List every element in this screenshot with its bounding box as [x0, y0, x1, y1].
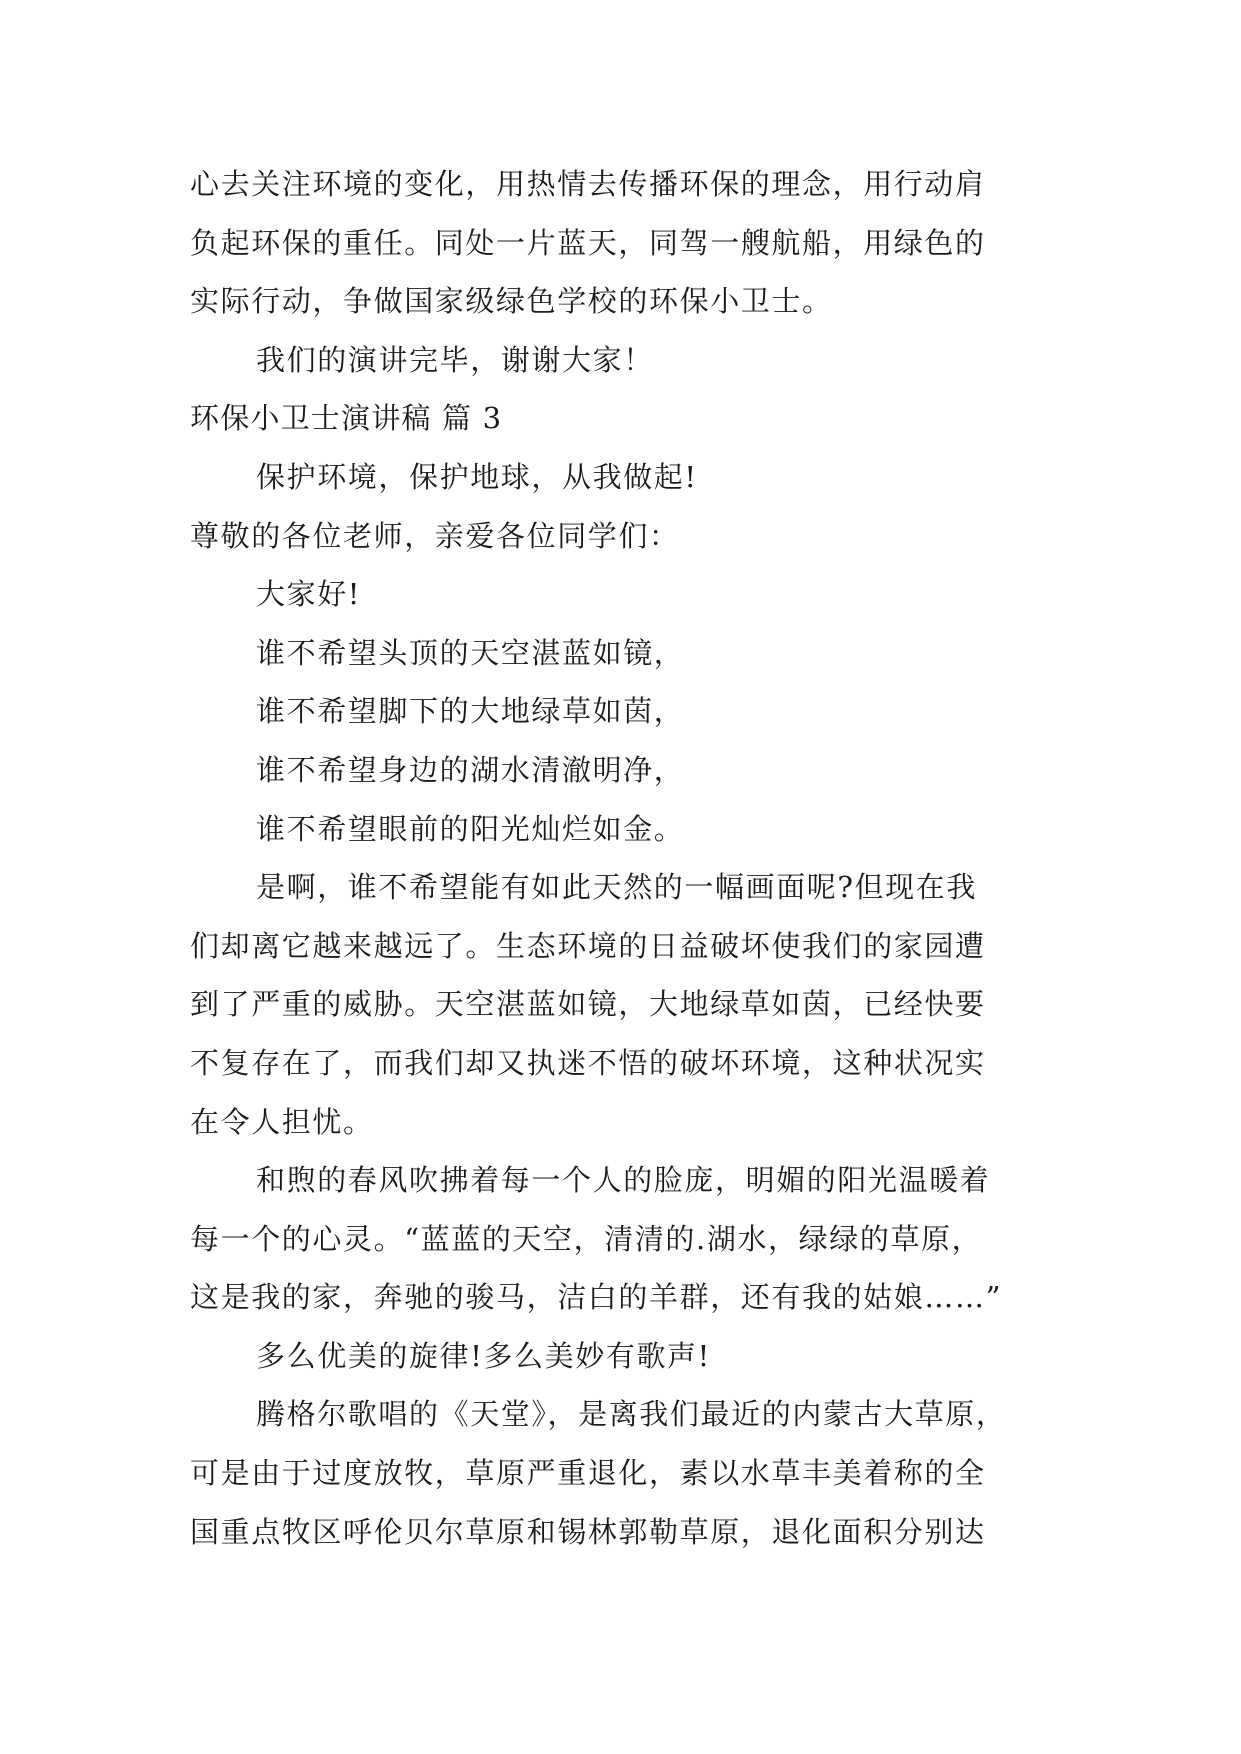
text-line: 谁不希望眼前的阳光灿烂如金。	[256, 811, 685, 846]
text-line: 是啊，谁不希望能有如此天然的一幅画面呢?但现在我	[256, 870, 977, 905]
text-line: 和煦的春风吹拂着每一个人的脸庞，明媚的阳光温暖着	[256, 1163, 991, 1198]
text-line: 可是由于过度放牧，草原严重退化，素以水草丰美着称的全	[190, 1456, 986, 1491]
text-line: 尊敬的各位老师，亲爱各位同学们：	[190, 518, 680, 553]
text-line: 大家好!	[256, 577, 362, 612]
text-line: 国重点牧区呼伦贝尔草原和锡林郭勒草原，退化面积分别达	[190, 1514, 986, 1549]
text-line: 实际行动，争做国家级绿色学校的环保小卫士。	[190, 284, 833, 319]
text-line: 多么优美的旋律!多么美妙有歌声!	[256, 1338, 711, 1373]
text-line: 们却离它越来越远了。生态环境的日益破坏使我们的家园遭	[190, 928, 986, 963]
text-line: 我们的演讲完毕，谢谢大家！	[256, 342, 654, 377]
text-line: 心去关注环境的变化，用热情去传播环保的理念，用行动肩	[190, 167, 986, 201]
text-line: 在令人担忧。	[190, 1104, 374, 1139]
text-line: 这是我的家，奔驰的骏马，洁白的羊群，还有我的姑娘……”	[190, 1280, 1003, 1315]
text-line: 保护环境，保护地球，从我做起!	[256, 459, 698, 494]
text-line: 到了严重的威胁。天空湛蓝如镜，大地绿草如茵，已经快要	[190, 987, 986, 1022]
text-line: 负起环保的重任。同处一片蓝天，同驾一艘航船，用绿色的	[190, 225, 986, 260]
section-heading: 环保小卫士演讲稿 篇 3	[190, 401, 503, 436]
text-line: 不复存在了，而我们却又执迷不悟的破坏环境，这种状况实	[190, 1045, 986, 1080]
text-line: 每一个的心灵。“蓝蓝的天空，清清的.湖水，绿绿的草原，	[190, 1221, 983, 1256]
text-line: 谁不希望头顶的天空湛蓝如镜，	[256, 635, 685, 670]
text-line: 谁不希望脚下的大地绿草如茵，	[256, 694, 685, 729]
text-line: 谁不希望身边的湖水清澈明净，	[256, 752, 685, 787]
document-body	[190, 155, 1052, 1561]
text-line: 腾格尔歌唱的《天堂》，是离我们最近的内蒙古大草原，	[256, 1397, 1007, 1432]
